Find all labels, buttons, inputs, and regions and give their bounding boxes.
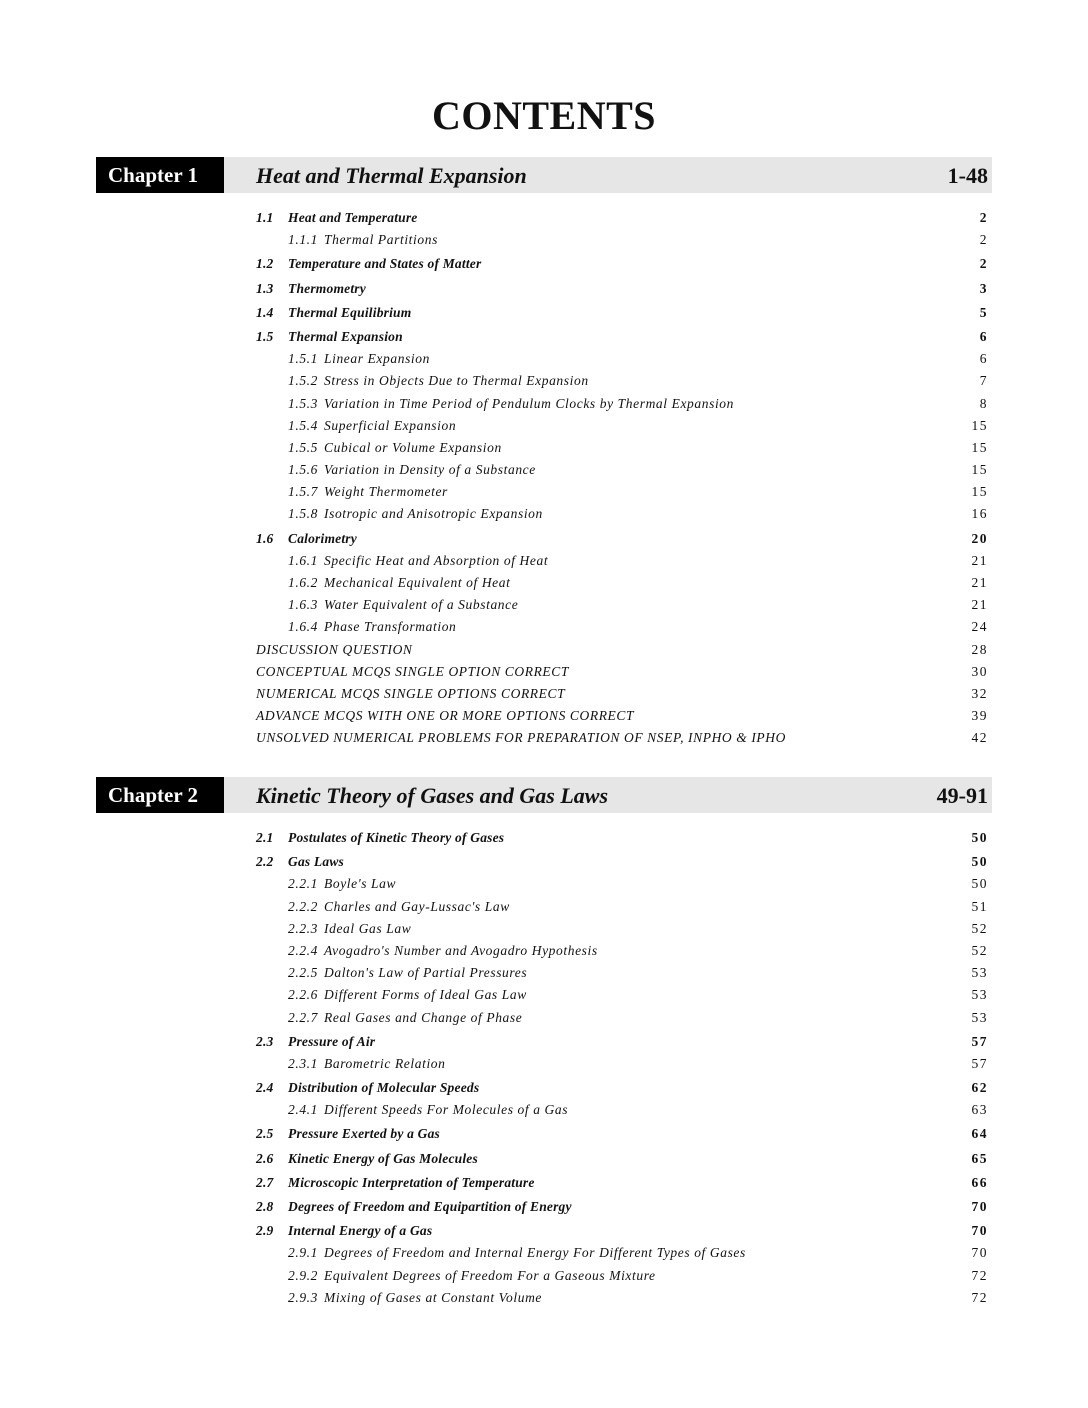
toc-entry-title: Boyle's Law: [324, 876, 397, 892]
toc-entry: [256, 661, 988, 683]
toc-entry-title: Degrees of Freedom and Equipartition of Energy: [288, 1199, 572, 1214]
toc-entry-number: 2.3: [256, 1033, 274, 1049]
toc-entry-title: Thermal Expansion: [288, 328, 403, 344]
toc-entry-page: 8: [979, 395, 988, 411]
toc-entry-title: Superficial Expansion: [324, 417, 457, 433]
toc-entry-page: 24: [971, 619, 988, 635]
toc-entry-page: 50: [971, 854, 988, 870]
toc-entry-page: 52: [971, 920, 988, 936]
toc-entry-page: 70: [971, 1223, 988, 1239]
toc-entry-page: 30: [971, 663, 988, 679]
toc-entry-page: 50: [971, 876, 988, 892]
toc-entry-title: Pressure of Air: [288, 1033, 376, 1049]
toc-entry-number: 2.7: [256, 1174, 274, 1190]
toc-entry: [256, 302, 988, 324]
toc-entry-number: 2.2: [256, 854, 274, 870]
toc-entry: [256, 594, 988, 616]
chapter-page-range: 1-48: [947, 163, 988, 188]
toc-entry-number: 2.4.1: [288, 1102, 318, 1118]
toc-entry-number: 2.8: [256, 1199, 274, 1214]
toc-entry-page: 70: [971, 1199, 988, 1214]
toc-entry-number: 2.5: [256, 1126, 274, 1142]
toc-entry-title: DISCUSSION QUESTION: [256, 641, 413, 657]
toc-entry: [256, 851, 988, 873]
chapter-header-2: [96, 777, 992, 813]
toc-entry-number: 2.9.1: [288, 1245, 318, 1261]
toc-entry-title: Stress in Objects Due to Thermal Expansion: [324, 373, 589, 389]
toc-entry-number: 2.9: [256, 1223, 274, 1239]
toc-entry-number: 1.5: [256, 328, 274, 344]
toc-entry: [256, 1265, 988, 1287]
toc-entry-title: Dalton's Law of Partial Pressures: [324, 965, 528, 981]
chapter-title: Heat and Thermal Expansion: [256, 163, 527, 188]
toc-entry-title: Kinetic Energy of Gas Molecules: [288, 1150, 478, 1166]
toc-entry: [256, 1031, 988, 1053]
toc-entry-title: Internal Energy of a Gas: [288, 1223, 433, 1239]
chapter-tag: Chapter 2: [96, 777, 224, 813]
toc-entry-title: Equivalent Degrees of Freedom For a Gaseous Mixture: [324, 1267, 656, 1283]
toc-entry: [256, 1148, 988, 1170]
toc-entry-title: Pressure Exerted by a Gas: [288, 1126, 440, 1142]
toc-entry-page: 20: [971, 530, 988, 546]
toc-entry-page: 39: [971, 708, 988, 724]
toc-entry-number: 1.2: [256, 256, 274, 272]
toc-entry-title: Avogadro's Number and Avogadro Hypothesis: [324, 942, 598, 958]
toc-entry-number: 2.6: [256, 1150, 274, 1166]
toc-entry: [256, 253, 988, 275]
toc-entry-number: 2.2.3: [288, 920, 318, 936]
toc-entry-number: 2.1: [256, 830, 274, 845]
toc-entry: [256, 1077, 988, 1099]
toc-entry: [256, 348, 988, 370]
page-title: CONTENTS: [431, 93, 657, 138]
toc-entry-title: Barometric Relation: [324, 1055, 446, 1071]
toc-entry: [256, 1220, 988, 1242]
toc-entry-number: 2.9.2: [288, 1267, 318, 1283]
toc-entry: [256, 1007, 988, 1029]
toc-entry-title: Phase Transformation: [324, 619, 457, 635]
toc-entry-title: Temperature and States of Matter: [288, 256, 482, 272]
toc-entry: [256, 437, 988, 459]
toc-entry-number: 1.5.3: [288, 395, 318, 411]
toc-entry-number: 1.6.4: [288, 619, 318, 635]
toc-entry: [256, 705, 988, 727]
toc-entry-title: Thermal Partitions: [324, 232, 438, 248]
toc-entry-page: 7: [979, 373, 988, 389]
toc-entry-title: Distribution of Molecular Speeds: [288, 1080, 480, 1096]
chapter-page-range: 49-91: [936, 783, 988, 808]
toc-entry-title: Degrees of Freedom and Internal Energy For Different Types of Gases: [324, 1245, 746, 1261]
toc-entry-page: 57: [971, 1055, 988, 1071]
toc-entry-page: 72: [971, 1267, 988, 1283]
toc-entry-title: Variation in Time Period of Pendulum Clocks by Thermal Expansion: [324, 395, 734, 411]
toc-entry-title: Water Equivalent of a Substance: [324, 597, 519, 613]
toc-entry-page: 2: [979, 232, 988, 248]
toc-entry-number: 1.3: [256, 280, 274, 296]
toc-entry-number: 1.5.1: [288, 351, 318, 367]
toc-entry-title: Charles and Gay-Lussac's Law: [324, 898, 510, 914]
toc-entry-page: 42: [971, 730, 988, 746]
toc-entry: [256, 326, 988, 348]
toc-entry-title: Different Speeds For Molecules of a Gas: [324, 1102, 569, 1118]
toc-entry-page: 62: [971, 1080, 988, 1096]
toc-entry-number: 1.6.1: [288, 552, 318, 568]
toc-entry-title: Mechanical Equivalent of Heat: [324, 575, 511, 590]
toc-entry-number: 1.6.3: [288, 597, 318, 613]
toc-entry-page: 28: [971, 641, 988, 657]
toc-entry-title: Isotropic and Anisotropic Expansion: [324, 506, 543, 522]
toc-entry-number: 2.3.1: [288, 1055, 318, 1071]
toc-entry-title: NUMERICAL MCQS SINGLE OPTIONS CORRECT: [256, 685, 566, 701]
toc-entry: [256, 278, 988, 300]
toc-entry: [256, 683, 988, 705]
toc-entry-number: 2.2.1: [288, 876, 318, 892]
toc-entry-page: 2: [979, 210, 988, 225]
toc-entry-title: Variation in Density of a Substance: [324, 462, 536, 478]
toc-entry: [256, 1172, 988, 1194]
toc-entry: [256, 1123, 988, 1145]
toc-entry-page: 32: [971, 685, 988, 701]
toc-entry-number: 1.5.4: [288, 417, 318, 433]
toc-entry-page: 2: [979, 256, 988, 272]
toc-entry-page: 6: [979, 351, 988, 367]
toc-entry-page: 15: [971, 462, 988, 478]
toc-entry-number: 2.9.3: [288, 1289, 318, 1305]
toc-entry-page: 15: [971, 484, 988, 500]
toc-entry-number: 2.4: [256, 1080, 274, 1096]
toc-entry-page: 53: [971, 987, 988, 1003]
toc-entry-page: 16: [971, 506, 988, 522]
chapter-tag: Chapter 1: [96, 157, 224, 193]
toc-entry: [256, 481, 988, 503]
toc-entry-page: 52: [971, 942, 988, 958]
toc-entry-title: Microscopic Interpretation of Temperature: [288, 1174, 535, 1190]
toc-entry-page: 64: [971, 1126, 988, 1142]
toc-entry-page: 3: [979, 280, 988, 296]
toc-entry: [256, 1196, 988, 1218]
toc-entry: [256, 873, 988, 895]
toc-entry: [256, 393, 988, 415]
toc-entry-title: Heat and Temperature: [288, 210, 418, 225]
toc-entry: [256, 229, 988, 251]
chapter-header-1: [96, 157, 992, 193]
toc-entry: [256, 550, 988, 572]
toc-entry-number: 1.1.1: [288, 232, 318, 248]
toc-entry-title: Cubical or Volume Expansion: [324, 439, 502, 455]
toc-entry-page: 66: [971, 1174, 988, 1190]
toc-entry-page: 70: [971, 1245, 988, 1261]
toc-entry-title: Gas Laws: [288, 854, 344, 870]
toc-entry-number: 2.2.2: [288, 898, 318, 914]
chapter-1-entries: [256, 205, 988, 750]
toc-entry-page: 21: [971, 597, 988, 613]
toc-entry-title: Different Forms of Ideal Gas Law: [324, 987, 527, 1003]
toc-entry-number: 1.5.2: [288, 373, 318, 389]
toc-entry: [256, 415, 988, 437]
toc-entry-title: Thermometry: [288, 280, 366, 296]
toc-entry: [256, 827, 988, 849]
toc-entry: [256, 639, 988, 661]
toc-entry: [256, 1242, 988, 1264]
toc-entry-number: 1.5.5: [288, 439, 318, 455]
chapter-2-entries: [256, 825, 988, 1309]
toc-entry-title: Specific Heat and Absorption of Heat: [324, 552, 549, 568]
toc-entry-title: UNSOLVED NUMERICAL PROBLEMS FOR PREPARATION OF NSEP, INPHO & IPHO: [256, 730, 786, 746]
toc-entry: [256, 572, 988, 594]
toc-entry-page: 65: [971, 1150, 988, 1166]
toc-entry: [256, 1099, 988, 1121]
toc-entry-title: Mixing of Gases at Constant Volume: [324, 1289, 543, 1305]
chapter-title: Kinetic Theory of Gases and Gas Laws: [256, 783, 608, 808]
toc-entry-page: 63: [971, 1102, 988, 1118]
toc-entry-page: 5: [979, 304, 988, 320]
toc-entry-page: 57: [971, 1033, 988, 1049]
toc-entry-page: 15: [971, 439, 988, 455]
toc-entry: [256, 459, 988, 481]
toc-entry: [256, 962, 988, 984]
toc-entry-page: 72: [971, 1289, 988, 1305]
toc-entry-title: Linear Expansion: [324, 351, 430, 367]
toc-entry-title: Real Gases and Change of Phase: [324, 1009, 523, 1025]
toc-entry-page: 50: [971, 830, 988, 845]
toc-entry-page: 21: [971, 575, 988, 590]
toc-entry-number: 1.6: [256, 530, 274, 546]
toc-entry: [256, 616, 988, 638]
toc-entry: [256, 1053, 988, 1075]
toc-entry-number: 1.5.7: [288, 484, 318, 500]
toc-entry-number: 2.2.5: [288, 965, 318, 981]
toc-entry: [256, 984, 988, 1006]
toc-entry-page: 53: [971, 965, 988, 981]
toc-entry-number: 1.5.8: [288, 506, 318, 522]
toc-entry-title: Weight Thermometer: [324, 484, 448, 500]
toc-entry: [256, 727, 988, 749]
toc-entry-number: 1.1: [256, 210, 274, 225]
toc-entry: [256, 896, 988, 918]
toc-entry-title: ADVANCE MCQS WITH ONE OR MORE OPTIONS CORRECT: [256, 708, 635, 724]
toc-entry-number: 2.2.6: [288, 987, 318, 1003]
toc-entry-title: Calorimetry: [288, 530, 357, 546]
toc-entry-page: 15: [971, 417, 988, 433]
toc-entry-title: Thermal Equilibrium: [288, 304, 412, 320]
toc-entry-number: 1.4: [256, 304, 274, 320]
toc-entry-title: Ideal Gas Law: [324, 920, 412, 936]
toc-entry-page: 51: [971, 898, 988, 914]
toc-entry-page: 6: [979, 328, 988, 344]
toc-entry: [256, 503, 988, 525]
toc-entry-number: 1.5.6: [288, 462, 318, 478]
toc-entry: [256, 528, 988, 550]
toc-entry-page: 53: [971, 1009, 988, 1025]
toc-entry: [256, 918, 988, 940]
toc-entry-number: 2.2.7: [288, 1009, 318, 1025]
toc-entry-number: 2.2.4: [288, 942, 318, 958]
toc-entry-title: CONCEPTUAL MCQS SINGLE OPTION CORRECT: [256, 663, 569, 679]
toc-entry-title: Postulates of Kinetic Theory of Gases: [288, 830, 505, 845]
toc-entry: [256, 370, 988, 392]
toc-entry: [256, 1287, 988, 1309]
toc-entry: [256, 207, 988, 229]
toc-entry-number: 1.6.2: [288, 575, 318, 590]
toc-entry: [256, 940, 988, 962]
toc-entry-page: 21: [971, 552, 988, 568]
